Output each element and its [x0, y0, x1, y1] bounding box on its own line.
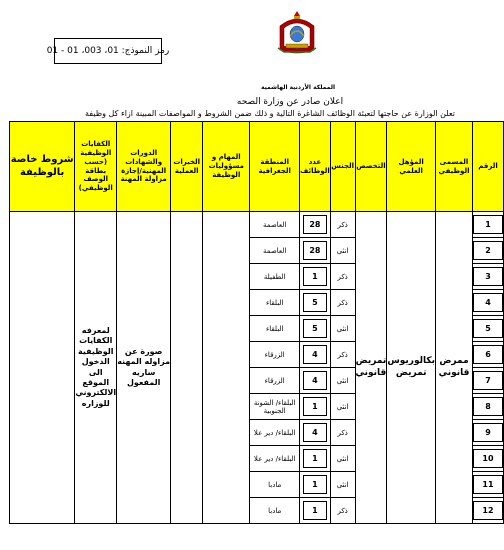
region-value: الزرقاء: [264, 376, 285, 385]
region-cell: [250, 394, 300, 420]
header-specialization: التخصص: [355, 122, 387, 212]
job-count-cell: [300, 212, 331, 238]
row-number: 5: [473, 319, 503, 338]
region-cell: [250, 238, 300, 264]
job-count-cell: [300, 316, 331, 342]
gender-cell: [330, 472, 355, 498]
job-count-cell: [300, 446, 331, 472]
experience-cell: [171, 212, 203, 524]
special-conditions-cell: [10, 212, 75, 524]
row-number-cell: [473, 264, 504, 290]
job-count-value: 4: [303, 423, 327, 442]
header-special-conditions: شروط خاصة بالوظيفة: [10, 122, 75, 212]
region-value: العاصمة: [263, 220, 287, 229]
row-number-cell: [473, 342, 504, 368]
job-count-value: 1: [303, 449, 327, 468]
row-number-cell: [473, 498, 504, 524]
job-count-cell: [300, 394, 331, 420]
header-gender: الجنس: [330, 122, 355, 212]
row-number-cell: [473, 290, 504, 316]
form-code-box: رمز النموذج: 01، 003، 01 - 01: [54, 38, 162, 64]
gender-value: انثى: [336, 402, 349, 411]
gender-cell: [330, 290, 355, 316]
region-cell: [250, 498, 300, 524]
region-value: مادبا: [268, 506, 282, 515]
gender-cell: [330, 394, 355, 420]
job-count-value: 5: [303, 319, 327, 338]
vacancies-table: [9, 121, 504, 524]
gender-cell: [330, 368, 355, 394]
gender-cell: [330, 212, 355, 238]
table-header-row: [10, 122, 504, 212]
row-number: 10: [473, 449, 503, 468]
row-number-cell: [473, 316, 504, 342]
row-number-cell: [473, 472, 504, 498]
row-number: 1: [473, 215, 503, 234]
header-competencies: الكفايات الوظيفية (حسب بطاقة الوصف الوظيفي): [75, 122, 117, 212]
job-count-cell: [300, 472, 331, 498]
row-number: 7: [473, 371, 503, 390]
specialization-cell: تمريض قانوني: [355, 212, 387, 524]
announcement-intro: تعلن الوزارة عن حاجتها لتعبئة الوظائف الشاغرة التالية و ذلك ضمن الشروط و المواصفات المبينة ازاء كل وظيفة: [85, 109, 455, 118]
row-number-cell: [473, 238, 504, 264]
job-count-cell: [300, 342, 331, 368]
region-cell: [250, 472, 300, 498]
region-value: البلقاء/ دير علا: [253, 428, 296, 437]
job-count-value: 1: [303, 397, 327, 416]
qualification-cell: بكالوريوس تمريض: [387, 212, 436, 524]
job-count-cell: [300, 290, 331, 316]
gender-cell: [330, 264, 355, 290]
job-count-value: 1: [303, 475, 327, 494]
gender-cell: [330, 420, 355, 446]
job-count-cell: [300, 238, 331, 264]
header-qualification: المؤهل العلمي: [387, 122, 436, 212]
job-count-value: 4: [303, 371, 327, 390]
header-job-count: عدد الوظائف: [300, 122, 331, 212]
ministry-name: المملكة الأردنية الهاشمية: [260, 84, 336, 91]
header-region: المنطقة الجغرافية: [250, 122, 300, 212]
job-count-value: 1: [303, 267, 327, 286]
gender-cell: [330, 446, 355, 472]
header-job-title: المسمى الوظيفي: [435, 122, 472, 212]
gender-value: ذكر: [337, 220, 348, 229]
header-row-num: الرقم: [473, 122, 504, 212]
row-number: 9: [473, 423, 503, 442]
job-count-value: 5: [303, 293, 327, 312]
gender-value: ذكر: [337, 428, 348, 437]
region-cell: [250, 264, 300, 290]
competencies-cell: لمعرفه الكفايات الوظيفية الدخول الى الموقع الالكتروني للوزاره: [75, 212, 117, 524]
gender-value: ذكر: [337, 350, 348, 359]
row-number-cell: [473, 394, 504, 420]
row-number: 8: [473, 397, 503, 416]
table-row: [10, 212, 504, 238]
gender-value: انثى: [336, 246, 349, 255]
gender-value: انثى: [336, 324, 349, 333]
gender-value: ذكر: [337, 506, 348, 515]
courses-cell: صورة عن مزاوله المهنه ساريه المفعول: [117, 212, 171, 524]
row-number: 6: [473, 345, 503, 364]
header-duties: المهام و مسؤوليات الوظيفة: [203, 122, 250, 212]
duties-cell: [203, 212, 250, 524]
job-count-cell: [300, 264, 331, 290]
region-cell: [250, 290, 300, 316]
gender-value: انثى: [336, 480, 349, 489]
region-value: الطفيلة: [263, 272, 286, 281]
row-number: 4: [473, 293, 503, 312]
job-count-value: 28: [303, 215, 327, 234]
row-number: 11: [473, 475, 503, 494]
coat-of-arms-icon: [272, 8, 322, 58]
job-title-cell: ممرض قانوني: [435, 212, 472, 524]
region-value: العاصمة: [263, 246, 287, 255]
row-number: 12: [473, 501, 503, 520]
gender-value: انثى: [336, 376, 349, 385]
region-value: البلقاء/ دير علا: [253, 454, 296, 463]
row-number: 3: [473, 267, 503, 286]
job-count-value: 28: [303, 241, 327, 260]
row-number: 2: [473, 241, 503, 260]
row-number-cell: [473, 420, 504, 446]
gender-value: ذكر: [337, 298, 348, 307]
region-cell: [250, 212, 300, 238]
region-value: البلقاء/ الشونة الجنوبية: [253, 398, 296, 415]
row-number-cell: [473, 446, 504, 472]
row-number-cell: [473, 368, 504, 394]
region-cell: [250, 368, 300, 394]
gender-cell: [330, 316, 355, 342]
job-count-value: 4: [303, 345, 327, 364]
job-count-cell: [300, 368, 331, 394]
region-cell: [250, 446, 300, 472]
region-value: الزرقاء: [264, 350, 285, 359]
gender-cell: [330, 498, 355, 524]
announcement-title: اعلان صادر عن وزارة الصحه: [236, 97, 344, 107]
region-value: مادبا: [268, 480, 282, 489]
region-value: البلقاء: [265, 298, 284, 307]
header-courses: الدورات والشهادات المهنية/إجازة مزاولة المهنة: [117, 122, 171, 212]
gender-value: ذكر: [337, 272, 348, 281]
header-experience: الخبرات العملية: [171, 122, 203, 212]
region-cell: [250, 316, 300, 342]
gender-cell: [330, 342, 355, 368]
gender-cell: [330, 238, 355, 264]
region-cell: [250, 420, 300, 446]
region-cell: [250, 342, 300, 368]
job-count-cell: [300, 498, 331, 524]
job-count-cell: [300, 420, 331, 446]
row-number-cell: [473, 212, 504, 238]
region-value: البلقاء: [265, 324, 284, 333]
gender-value: انثى: [336, 454, 349, 463]
job-count-value: 1: [303, 501, 327, 520]
